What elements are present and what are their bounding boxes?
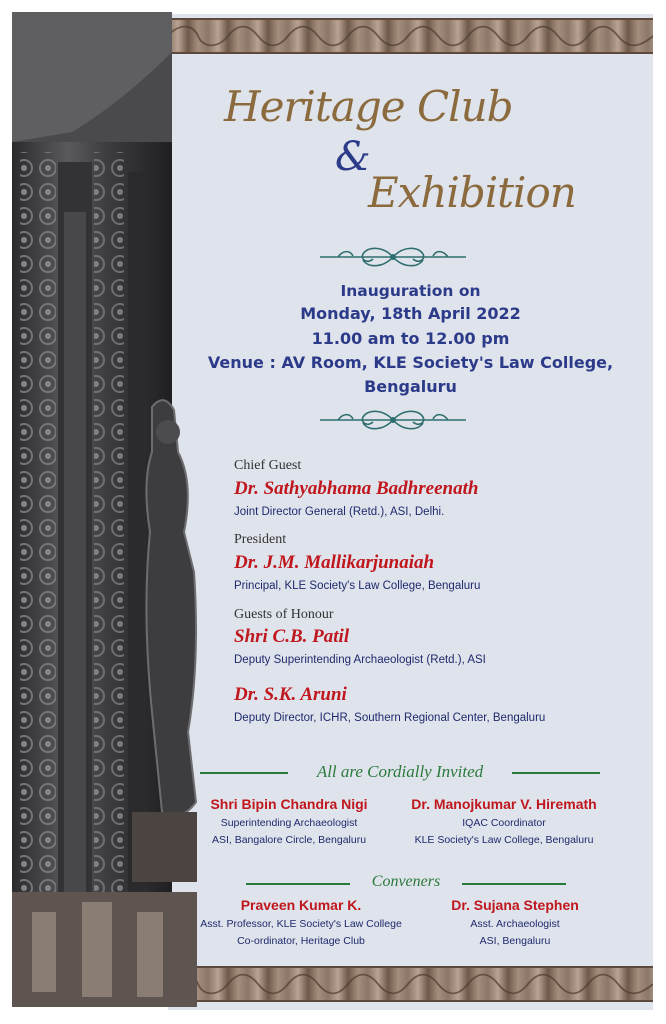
convener-right-name: Dr. Sujana Stephen (451, 897, 579, 913)
convener-right-desc-1: Asst. Archaeologist (470, 918, 560, 930)
title-exhibition: Exhibition (368, 168, 576, 217)
cordially-invited-heading (200, 760, 600, 784)
host-right (400, 796, 608, 849)
conveners-heading (246, 872, 566, 894)
president-desc: Principal, KLE Society's Law College, Bengaluru (234, 580, 481, 592)
inauguration-label: Inauguration on (340, 282, 481, 300)
carved-stone-pillar-image (12, 12, 197, 1007)
convener-left (192, 897, 410, 950)
guest-of-honour-2-desc: Deputy Director, ICHR, Southern Regional Center, Bengaluru (234, 712, 546, 724)
conveners-label: Conveners (371, 873, 441, 890)
inauguration-venue: Venue : AV Room, KLE Society's Law College, (207, 353, 614, 372)
scroll-border-ornament-icon (168, 20, 653, 52)
chief-guest-name: Dr. Sathyabhama Badhreenath (234, 478, 479, 499)
host-right-desc-1: IQAC Coordinator (462, 817, 546, 829)
convener-right (440, 897, 590, 950)
convener-left-desc-1: Asst. Professor, KLE Society's Law College (200, 918, 402, 930)
inauguration-time: 11.00 am to 12.00 pm (311, 329, 510, 348)
host-left-name: Shri Bipin Chandra Nigi (210, 796, 368, 812)
scroll-border-ornament-icon (168, 968, 653, 1000)
chief-guest-desc: Joint Director General (Retd.), ASI, Delhi. (234, 506, 445, 518)
chief-guest-label: Chief Guest (234, 458, 302, 473)
convener-left-desc-2: Co-ordinator, Heritage Club (237, 935, 365, 947)
floral-scroll-divider-icon (318, 244, 468, 270)
bottom-carved-border (168, 966, 653, 1002)
host-left-desc-2: ASI, Bangalore Circle, Bengaluru (211, 834, 367, 846)
title-heritage-club: Heritage Club (224, 82, 513, 131)
guest-of-honour-1-name: Shri C.B. Patil (234, 626, 350, 647)
inauguration-city: Bengaluru (364, 377, 457, 396)
title-ampersand: & (335, 134, 371, 180)
president-name: Dr. J.M. Mallikarjunaiah (234, 552, 435, 573)
convener-right-desc-2: ASI, Bengaluru (479, 935, 551, 947)
guest-of-honour-1-desc: Deputy Superintending Archaeologist (Retd.), ASI (234, 654, 486, 666)
guest-of-honour-2-name: Dr. S.K. Aruni (234, 684, 347, 705)
host-right-desc-2: KLE Society's Law College, Bengaluru (414, 834, 594, 846)
convener-left-name: Praveen Kumar K. (240, 897, 362, 913)
inauguration-block (168, 282, 653, 402)
host-right-name: Dr. Manojkumar V. Hiremath (411, 796, 597, 812)
host-left (196, 796, 382, 849)
cordially-invited-text: All are Cordially Invited (316, 762, 484, 781)
host-left-desc-1: Superintending Archaeologist (220, 817, 358, 829)
inauguration-date: Monday, 18th April 2022 (300, 304, 521, 323)
floral-scroll-divider-icon (318, 407, 468, 433)
guests-of-honour-label: Guests of Honour (234, 607, 334, 622)
president-label: President (234, 532, 287, 547)
top-carved-border (168, 18, 653, 54)
